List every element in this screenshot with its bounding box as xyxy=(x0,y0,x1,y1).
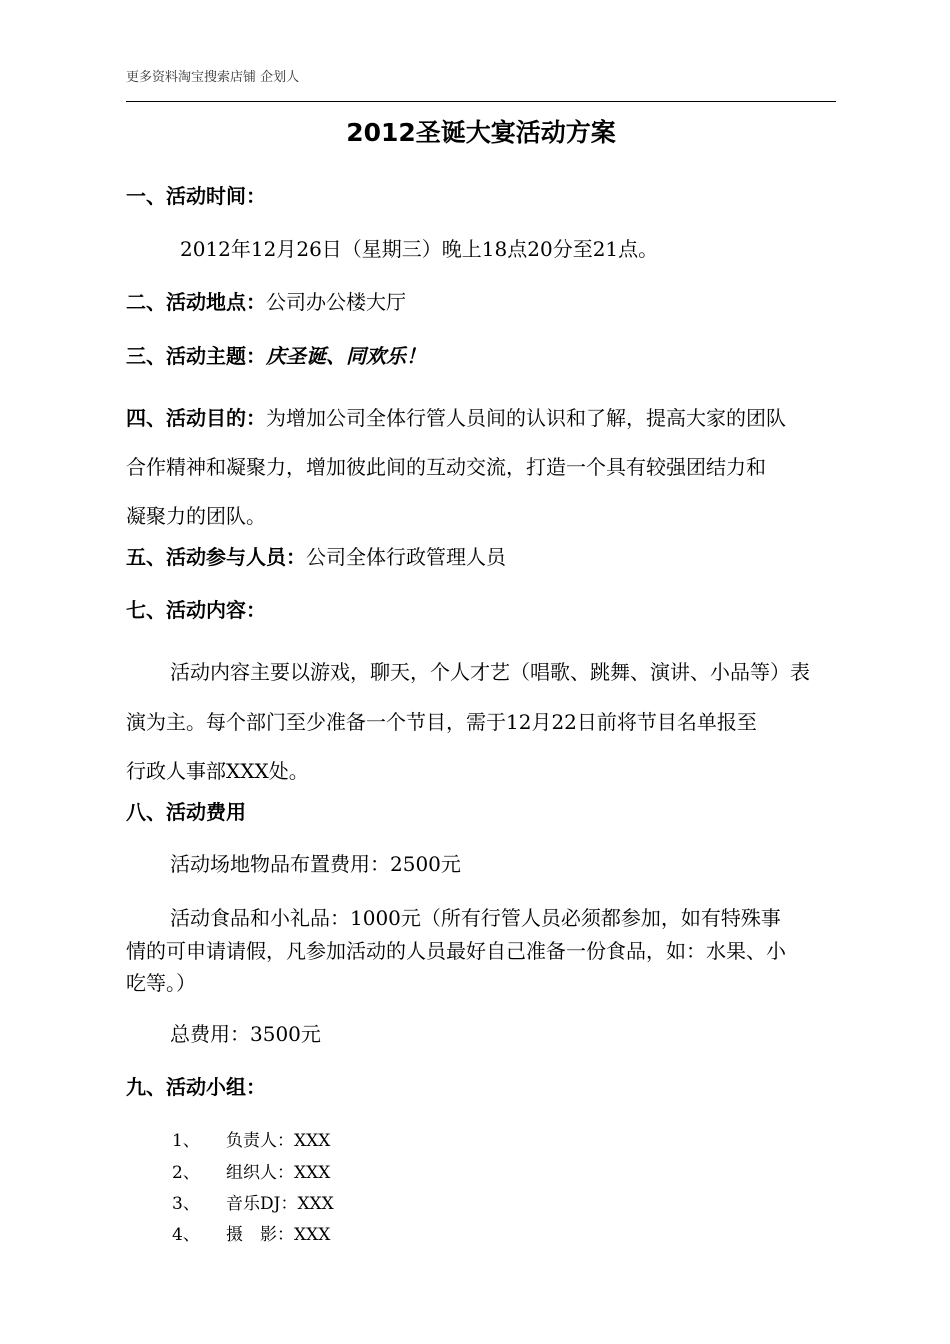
section-place xyxy=(126,286,846,315)
section-participants-content: 公司全体行政管理人员 xyxy=(306,545,506,569)
section-team-heading: 九、活动小组： xyxy=(126,1075,266,1099)
section-theme xyxy=(126,340,846,369)
cost-food-line1: 活动食品和小礼品：1000元（所有行管人员必须都参加，如有特殊事 xyxy=(170,906,781,930)
team-item-num: 3、 xyxy=(172,1194,200,1214)
team-item-text: 摄 影：XXX xyxy=(226,1225,331,1245)
page-header: 更多资料淘宝搜索店铺 企划人 xyxy=(126,70,300,85)
section-place-heading: 二、活动地点： xyxy=(126,290,266,314)
team-item xyxy=(172,1189,334,1214)
section-theme-content: 庆圣诞、同欢乐！ xyxy=(266,344,426,368)
section-theme-heading: 三、活动主题： xyxy=(126,344,266,368)
section-time-content: 2012年12月26日（星期三）晚上18点20分至21点。 xyxy=(180,237,659,261)
section-purpose-line2: 合作精神和凝聚力，增加彼此间的互动交流，打造一个具有较强团结力和 xyxy=(126,455,766,479)
section-cost-heading: 八、活动费用 xyxy=(126,800,246,824)
cost-food-line3: 吃等。） xyxy=(126,971,196,995)
cost-venue: 活动场地物品布置费用：2500元 xyxy=(170,852,461,876)
team-item-num: 2、 xyxy=(172,1163,200,1183)
section-purpose xyxy=(126,402,846,431)
team-item xyxy=(172,1220,330,1245)
team-item-text: 负责人：XXX xyxy=(226,1131,331,1151)
team-item xyxy=(172,1126,330,1151)
section-participants-heading: 五、活动参与人员： xyxy=(126,545,306,569)
team-item-num: 1、 xyxy=(172,1131,200,1151)
team-item-text: 组织人：XXX xyxy=(226,1163,331,1183)
cost-food-line2: 情的可申请请假，凡参加活动的人员最好自己准备一份食品，如：水果、小 xyxy=(126,939,786,963)
team-item-num: 4、 xyxy=(172,1225,200,1245)
section-content-line3: 行政人事部XXX处。 xyxy=(126,759,309,783)
section-content xyxy=(126,594,846,623)
section-content-heading: 七、活动内容： xyxy=(126,598,266,622)
section-team xyxy=(126,1071,846,1100)
cost-total: 总费用：3500元 xyxy=(170,1022,321,1046)
header-divider xyxy=(126,101,836,102)
section-cost xyxy=(126,796,846,825)
section-time xyxy=(126,180,846,209)
document-title: 2012圣诞大宴活动方案 xyxy=(346,118,616,147)
section-purpose-heading: 四、活动目的： xyxy=(126,406,266,430)
section-participants xyxy=(126,541,846,570)
section-place-content: 公司办公楼大厅 xyxy=(266,290,406,314)
section-time-heading: 一、活动时间： xyxy=(126,184,266,208)
section-content-line2: 演为主。每个部门至少准备一个节目，需于12月22日前将节目名单报至 xyxy=(126,710,757,734)
section-purpose-line3: 凝聚力的团队。 xyxy=(126,504,266,528)
section-content-line1: 活动内容主要以游戏，聊天，个人才艺（唱歌、跳舞、演讲、小品等）表 xyxy=(170,660,810,684)
team-item-text: 音乐DJ：XXX xyxy=(226,1194,334,1214)
team-item xyxy=(172,1158,330,1183)
section-purpose-line1: 为增加公司全体行管人员间的认识和了解，提高大家的团队 xyxy=(266,406,786,430)
